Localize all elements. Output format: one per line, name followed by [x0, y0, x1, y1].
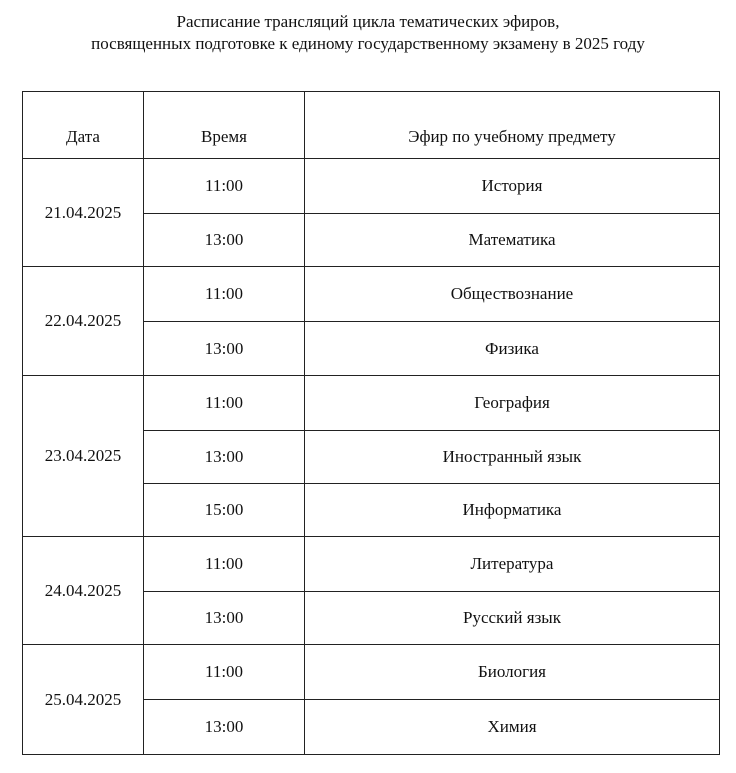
date-cell: 24.04.2025 — [23, 537, 144, 645]
table-row — [23, 267, 720, 322]
time-cell: 13:00 — [144, 431, 305, 484]
subject-cell: Физика — [305, 322, 720, 376]
subject-cell: Биология — [305, 645, 720, 700]
time-cell: 13:00 — [144, 322, 305, 376]
time-cell: 11:00 — [144, 645, 305, 700]
subject-cell: История — [305, 159, 720, 214]
date-cell: 22.04.2025 — [23, 267, 144, 376]
subject-cell: Литература — [305, 537, 720, 592]
schedule-table — [22, 91, 720, 755]
header-subject: Эфир по учебному предмету — [305, 92, 720, 159]
subject-cell: Химия — [305, 700, 720, 755]
time-cell: 11:00 — [144, 537, 305, 592]
time-cell: 11:00 — [144, 376, 305, 431]
header-time: Время — [144, 92, 305, 159]
subject-cell: Иностранный язык — [305, 431, 720, 484]
table-row — [23, 159, 720, 214]
table-row — [23, 376, 720, 431]
header-date: Дата — [23, 92, 144, 159]
time-cell: 13:00 — [144, 700, 305, 755]
table-row — [23, 537, 720, 592]
date-cell: 25.04.2025 — [23, 645, 144, 755]
subject-cell: Информатика — [305, 484, 720, 537]
subject-cell: Русский язык — [305, 592, 720, 645]
date-cell: 21.04.2025 — [23, 159, 144, 267]
time-cell: 13:00 — [144, 214, 305, 267]
date-cell: 23.04.2025 — [23, 376, 144, 537]
title-line-2: посвященных подготовке к единому государственному экзамену в 2025 году — [91, 34, 645, 53]
table-row — [23, 645, 720, 700]
time-cell: 13:00 — [144, 592, 305, 645]
document-title — [0, 11, 736, 55]
header-row — [23, 92, 720, 159]
subject-cell: География — [305, 376, 720, 431]
title-line-1: Расписание трансляций цикла тематических эфиров, — [176, 12, 560, 31]
time-cell: 11:00 — [144, 159, 305, 214]
time-cell: 15:00 — [144, 484, 305, 537]
time-cell: 11:00 — [144, 267, 305, 322]
subject-cell: Обществознание — [305, 267, 720, 322]
subject-cell: Математика — [305, 214, 720, 267]
